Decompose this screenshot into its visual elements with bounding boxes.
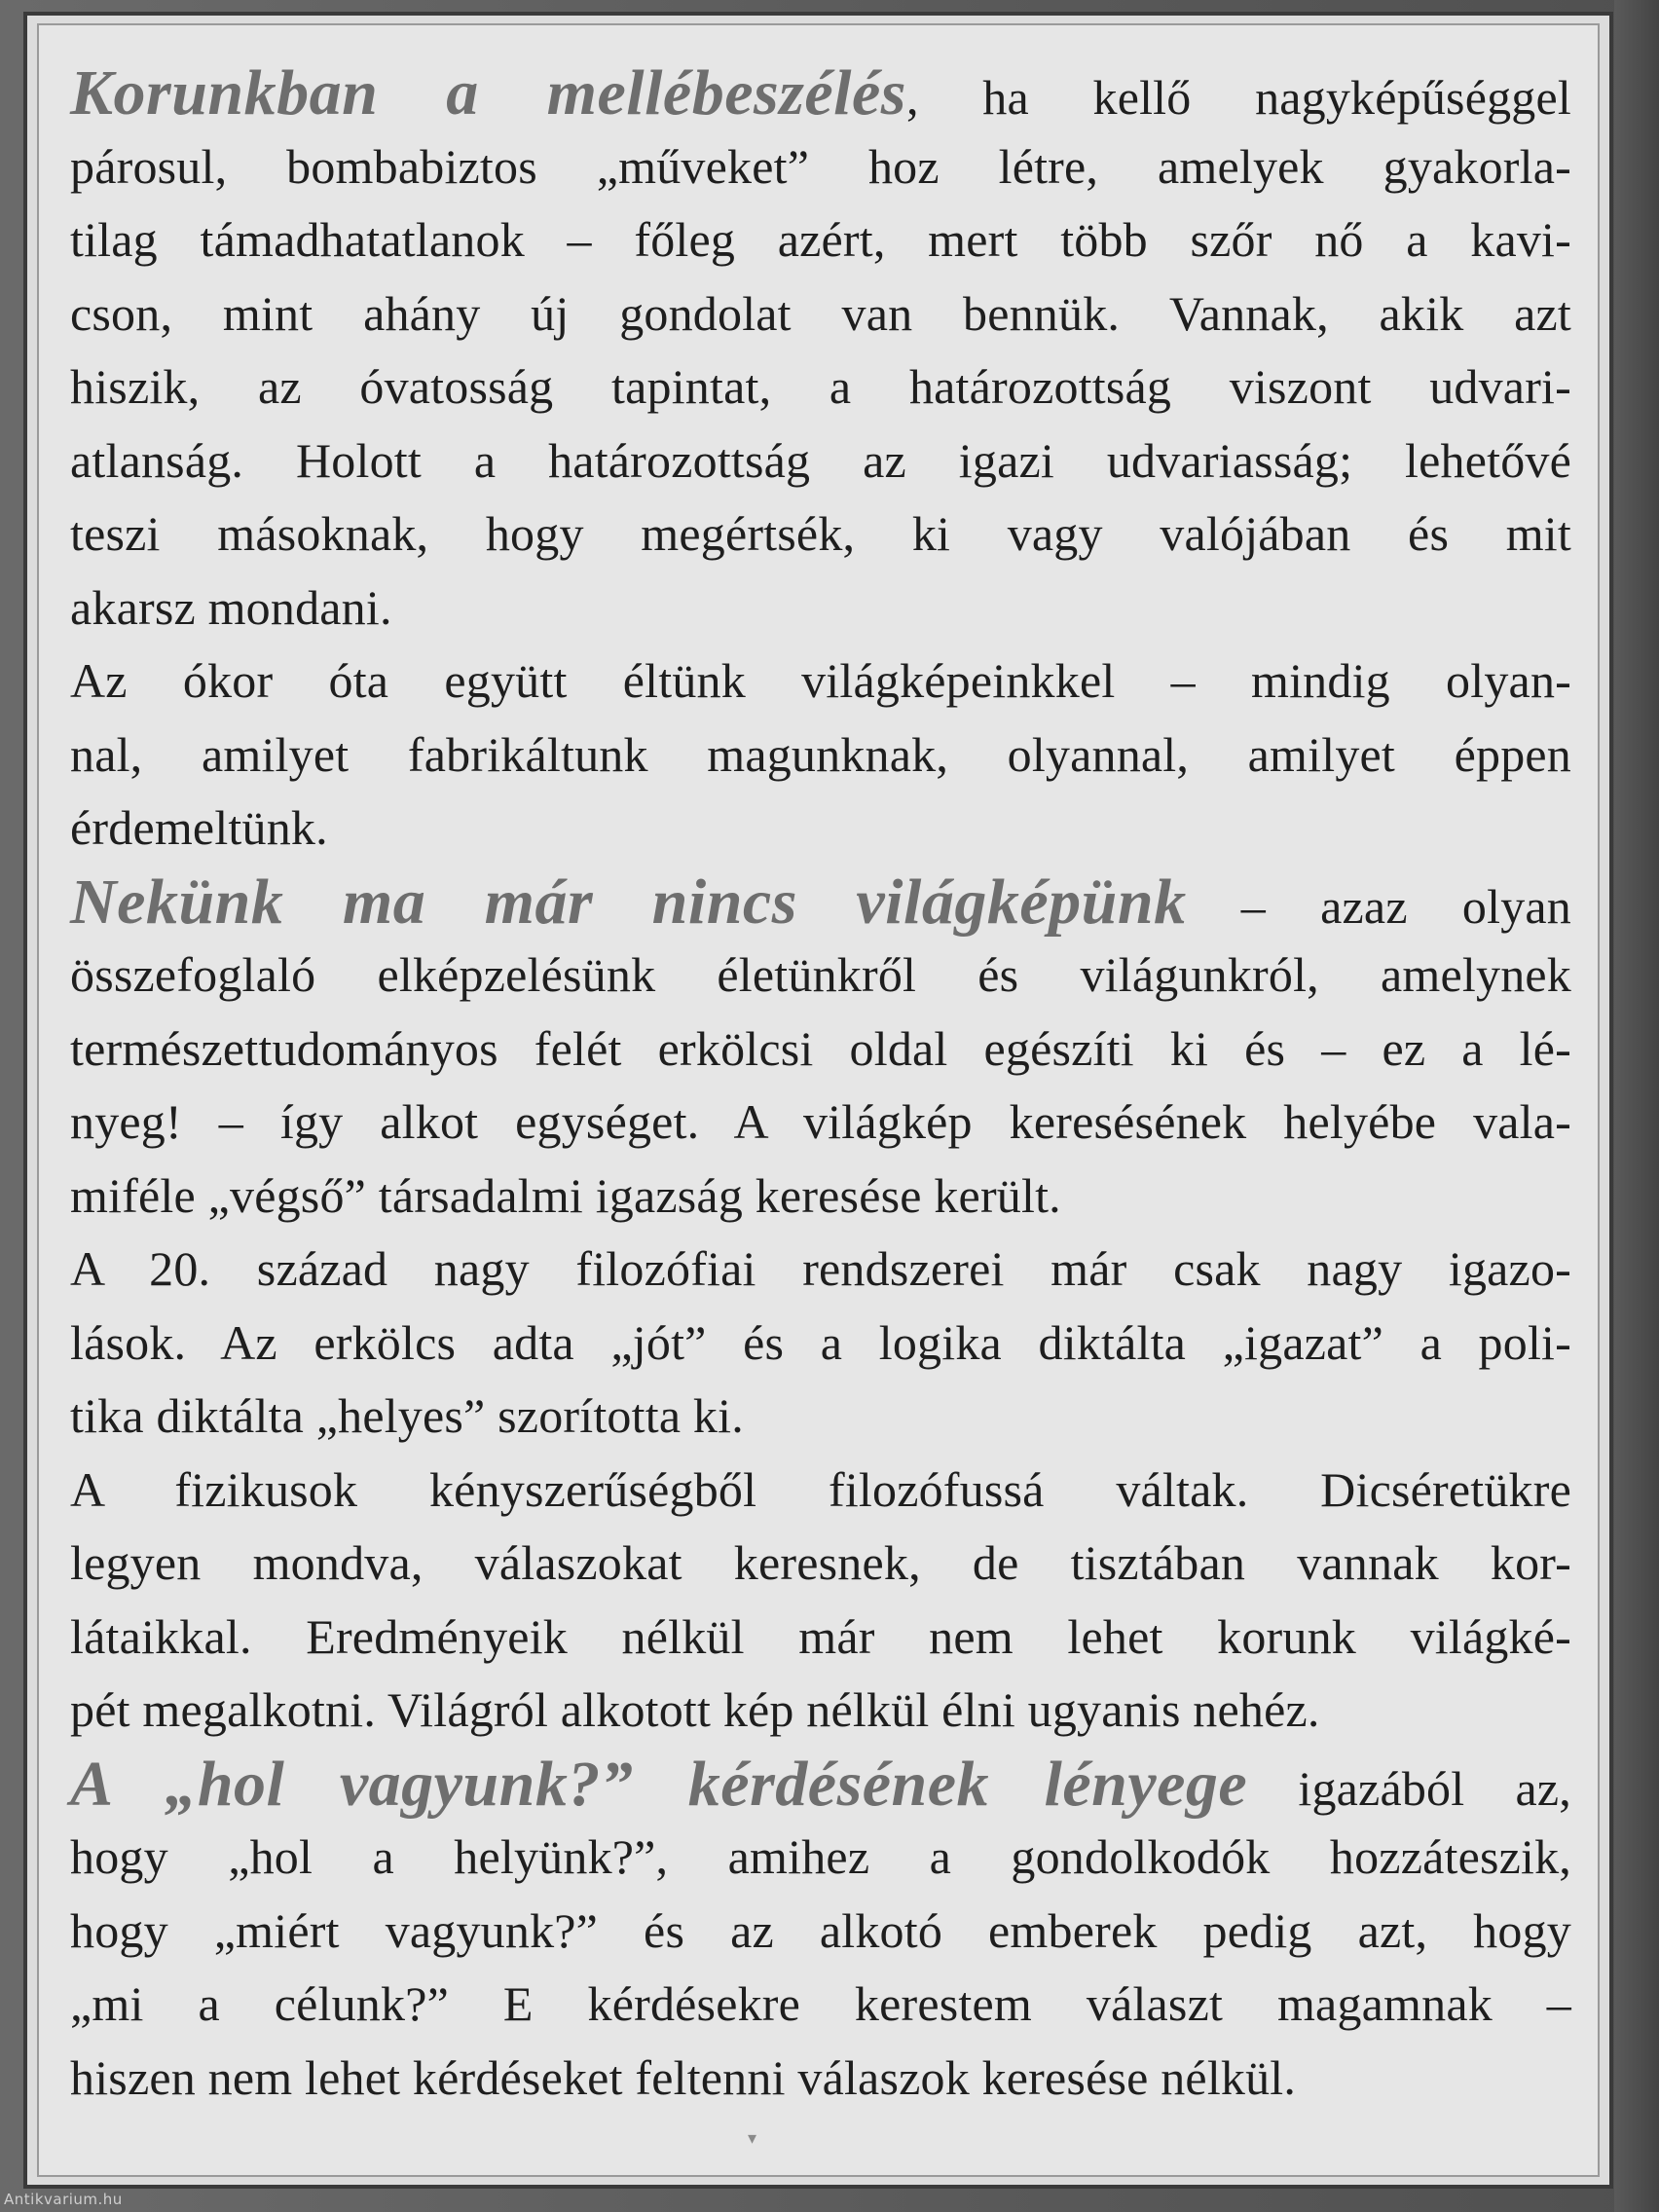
text-line: Az ókor óta együtt éltünk világképeinkkel – mindig olyan- <box>70 653 1571 708</box>
text-line: tika diktálta „helyes” szorította ki. <box>70 1388 744 1443</box>
text-line: „mi a célunk?” E kérdésekre kerestem választ magamnak – <box>70 1976 1571 2031</box>
watermark: Antikvarium.hu <box>4 2191 123 2208</box>
text-line: teszi másoknak, hogy megértsék, ki vagy valójában és mit <box>70 506 1571 561</box>
text-line: miféle „végső” társadalmi igazság keresése került. <box>70 1167 1061 1223</box>
text-line: cson, mint ahány új gondolat van bennük. Vannak, akik azt <box>70 285 1571 341</box>
book-edge <box>1614 0 1659 2212</box>
text-line: nyeg! – így alkot egységet. A világkép keresésének helyébe vala- <box>70 1094 1571 1149</box>
lead-phrase: Nekünk ma már nincs világképünk <box>70 866 1187 938</box>
text-line: A fizikusok kényszerűségből filozófussá váltak. Dicséretükre <box>70 1461 1571 1517</box>
text-line: hogy „miért vagyunk?” és az alkotó emberek pedig azt, hogy <box>70 1902 1571 1958</box>
text-line: pét megalkotni. Világról alkotott kép nélkül élni ugyanis nehéz. <box>70 1682 1320 1737</box>
lead-phrase: A „hol vagyunk?” kérdésének lényege <box>70 1748 1248 1820</box>
essay-text <box>70 56 1571 2115</box>
text-line: nal, amilyet fabrikáltunk magunknak, olyannal, amilyet éppen <box>70 726 1571 782</box>
text-line: A „hol vagyunk?” kérdésének lényege igazából az, <box>70 1748 1571 1820</box>
text-line: párosul, bombabiztos „műveket” hoz létre, amelyek gyakorla- <box>70 138 1571 194</box>
text-line: A 20. század nagy filozófiai rendszerei már csak nagy igazo- <box>70 1241 1571 1296</box>
bottom-ornament: ▾ <box>748 2128 757 2149</box>
text-line: tilag támadhatatlanok – főleg azért, mert több szőr nő a kavi- <box>70 212 1571 267</box>
text-line: legyen mondva, válaszokat keresnek, de tisztában vannak kor- <box>70 1535 1571 1590</box>
lead-phrase: Korunkban a mellébeszélés <box>70 57 906 129</box>
text-line: Nekünk ma már nincs világképünk – azaz olyan <box>70 866 1571 938</box>
text-line: Korunkban a mellébeszélés, ha kellő nagyképűséggel <box>70 57 1571 129</box>
text-line: összefoglaló elképzelésünk életünkről és világunkról, amelynek <box>70 947 1571 1002</box>
text-line: hogy „hol a helyünk?”, amihez a gondolkodók hozzáteszik, <box>70 1829 1571 1884</box>
text-line: hiszen nem lehet kérdéseket feltenni válaszok keresése nélkül. <box>70 2049 1297 2105</box>
text-line: atlanság. Holott a határozottság az igazi udvariasság; lehetővé <box>70 432 1571 488</box>
text-line: akarsz mondani. <box>70 579 392 635</box>
text-line: hiszik, az óvatosság tapintat, a határozottság viszont udvari- <box>70 359 1571 414</box>
text-line: érdemeltünk. <box>70 800 328 855</box>
text-line: természettudományos felét erkölcsi oldal egészíti ki és – ez a lé- <box>70 1020 1571 1076</box>
text-line: látaikkal. Eredményeik nélkül már nem lehet korunk világké- <box>70 1608 1571 1664</box>
text-line: lások. Az erkölcs adta „jót” és a logika diktálta „igazat” a poli- <box>70 1314 1571 1370</box>
